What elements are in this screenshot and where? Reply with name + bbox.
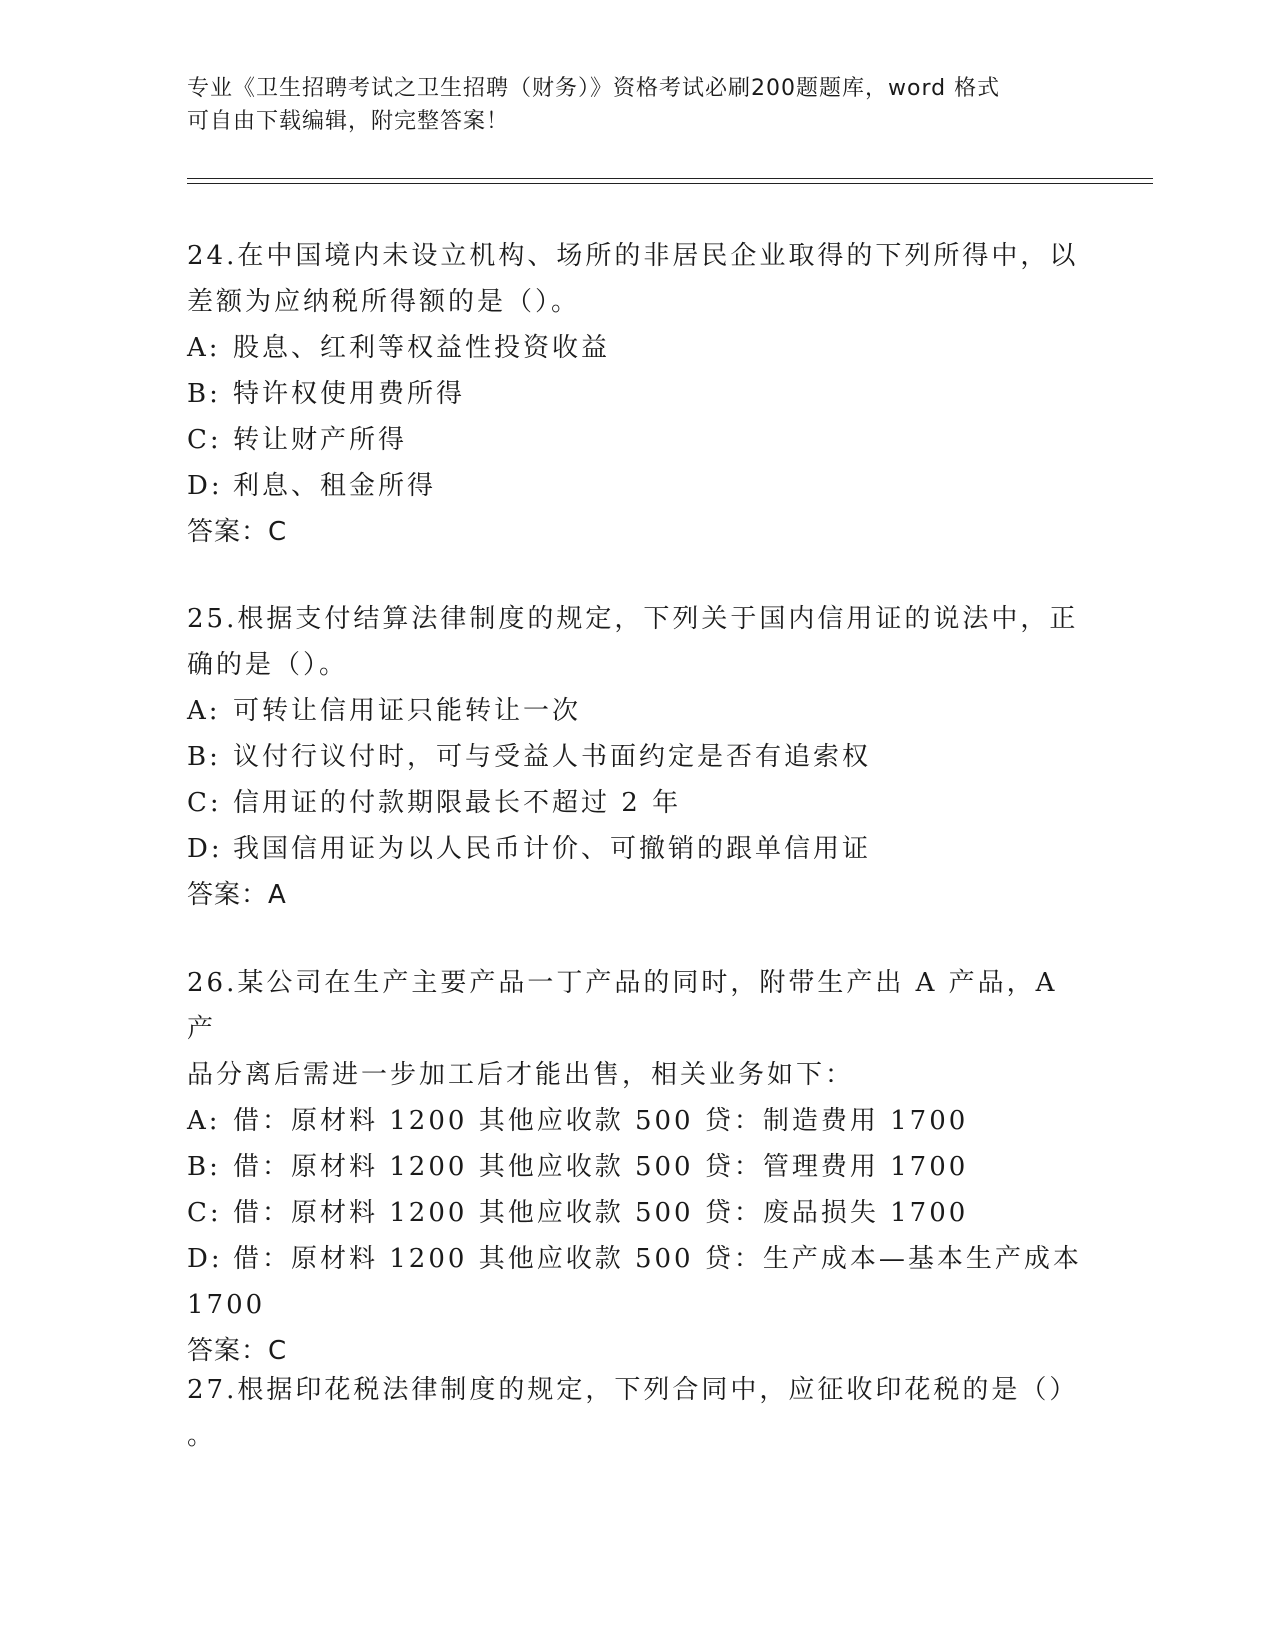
option-a [187,325,1087,371]
option-text: 特许权使用费所得 [233,379,466,409]
option-letter: C: [187,425,222,455]
option-a [187,688,1087,734]
question-stem-line: 24.在中国境内未设立机构、场所的非居民企业取得的下列所得中，以 [187,241,1079,271]
option-text: 借：原材料 1200 其他应收款 500 贷：废品损失 1700 [233,1198,969,1228]
option-text: 借：原材料 1200 其他应收款 500 贷：生产成本—基本生产成本 [233,1244,1082,1274]
option-b [187,734,1087,780]
answer: 答案：A [187,880,287,910]
option-a [187,1098,1087,1144]
option-d [187,826,1087,872]
question-stem-line: 25.根据支付结算法律制度的规定，下列关于国内信用证的说法中，正 [187,604,1079,634]
header-divider-top [187,178,1153,179]
question-stem-line: 确的是（）。 [187,650,349,680]
option-letter: C: [187,1198,222,1228]
option-b [187,1144,1087,1190]
option-b [187,371,1087,417]
option-letter: C: [187,788,222,818]
option-c [187,417,1087,463]
option-d-continuation: 1700 [187,1290,266,1320]
option-letter: B: [187,379,221,409]
question-stem-line: 27.根据印花税法律制度的规定，下列合同中，应征收印花税的是（） [187,1375,1079,1405]
option-d [187,463,1087,509]
option-text: 议付行议付时，可与受益人书面约定是否有追索权 [233,742,872,772]
option-text: 转让财产所得 [233,425,408,455]
option-text: 可转让信用证只能转让一次 [233,696,582,726]
header-line-1: 专业《卫生招聘考试之卫生招聘（财务）》资格考试必刷200题题库，word 格式 [187,76,1001,101]
option-text: 借：原材料 1200 其他应收款 500 贷：管理费用 1700 [233,1152,969,1182]
option-text: 我国信用证为以人民币计价、可撤销的跟单信用证 [233,834,872,864]
option-letter: B: [187,742,221,772]
header-divider-bottom [187,183,1153,184]
question-stem-line: 。 [187,1421,217,1451]
option-letter: A: [187,1106,221,1136]
answer: 答案：C [187,1336,288,1366]
question-25 [187,596,1087,918]
header-line-2: 可自由下载编辑，附完整答案！ [187,109,510,134]
option-d [187,1236,1087,1282]
answer: 答案：C [187,517,288,547]
option-letter: A: [187,333,221,363]
option-c [187,780,1087,826]
option-letter: A: [187,696,221,726]
question-stem-line: 品分离后需进一步加工后才能出售，相关业务如下： [187,1060,855,1090]
question-stem-line: 差额为应纳税所得额的是（）。 [187,287,581,317]
question-27 [187,1367,1087,1459]
option-letter: D: [187,471,223,501]
document-header [187,72,1087,138]
option-letter: B: [187,1152,221,1182]
question-stem-line: 26.某公司在生产主要产品一丁产品的同时，附带生产出 A 产品，A 产 [187,968,1058,1044]
option-text: 信用证的付款期限最长不超过 2 年 [233,788,682,818]
option-letter: D: [187,834,223,864]
option-c [187,1190,1087,1236]
question-26 [187,960,1087,1374]
option-text: 利息、租金所得 [233,471,437,501]
option-letter: D: [187,1244,223,1274]
option-text: 股息、红利等权益性投资收益 [233,333,611,363]
question-24 [187,233,1087,555]
option-text: 借：原材料 1200 其他应收款 500 贷：制造费用 1700 [233,1106,969,1136]
